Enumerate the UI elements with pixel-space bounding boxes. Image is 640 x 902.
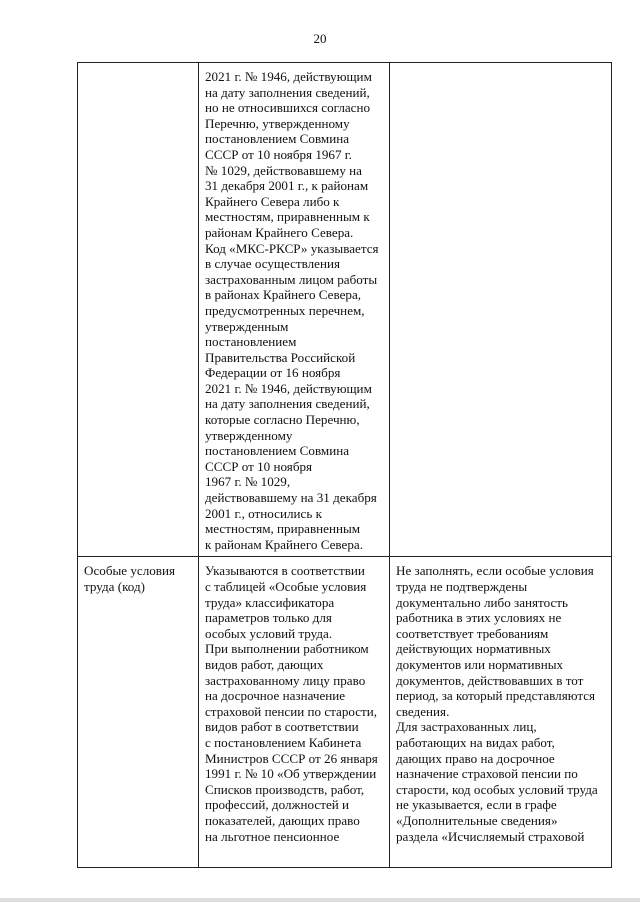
- text-line: Правительства Российской: [205, 349, 356, 365]
- text-line: местностям, приравненным к: [205, 209, 370, 225]
- text-line: постановлением: [205, 334, 297, 350]
- text-line: Крайнего Севера либо к: [205, 193, 340, 209]
- text-line: в случае осуществления: [205, 256, 341, 272]
- text-line: работающих на видах работ,: [396, 734, 555, 750]
- text-line: профессий, должностей и: [205, 797, 350, 813]
- text-line: «Дополнительные сведения»: [396, 812, 558, 828]
- text-line: Для застрахованных лиц,: [396, 719, 537, 735]
- text-line: работника в этих условиях не: [396, 610, 562, 626]
- text-line: труда» классификатора: [205, 594, 335, 610]
- text-line: утвержденному: [205, 427, 293, 443]
- notes-cell: [390, 557, 612, 868]
- text-line: труда не подтверждены: [396, 579, 528, 594]
- text-line: 31 декабря 2001 г., к районам: [205, 178, 369, 194]
- text-line: период, за который представляются: [396, 688, 596, 704]
- text-line: Не заполнять, если особые условия: [396, 563, 594, 579]
- table-row: [78, 63, 612, 557]
- text-line: Министров СССР от 26 января: [205, 750, 378, 766]
- text-line: Особые условия: [84, 563, 176, 579]
- text-line: труда (код): [84, 579, 145, 594]
- text-line: № 1029, действовавшему на: [205, 162, 362, 178]
- page-number: 20: [313, 31, 327, 46]
- text-line: в районах Крайнего Севера,: [205, 287, 362, 303]
- text-line: на досрочное назначение: [205, 688, 346, 704]
- text-line: старости, код особых условий труда: [396, 781, 598, 797]
- text-line: постановлением Совмина: [205, 443, 350, 459]
- text-line: особых условий труда.: [205, 625, 333, 641]
- text-line: видов работ, дающих: [205, 656, 324, 672]
- text-line: документов или нормативных: [396, 656, 564, 672]
- text-line: на дату заполнения сведений,: [205, 84, 370, 100]
- text-line: к районам Крайнего Севера.: [205, 536, 363, 552]
- text-line: видов работ в соответствии: [205, 719, 359, 735]
- text-line: документально либо занятость: [396, 594, 568, 610]
- text-line: показателей, дающих право: [205, 812, 360, 828]
- text-line: с таблицей «Особые условия: [205, 579, 367, 594]
- text-line: 2021 г. № 1946, действующим: [205, 380, 372, 396]
- text-line: действовавшему на 31 декабря: [205, 490, 377, 506]
- text-line: Указываются в соответствии: [205, 563, 365, 579]
- notes-cell: [390, 63, 612, 557]
- text-line: назначение страховой пенсии по: [396, 766, 578, 782]
- description-cell: [199, 557, 390, 868]
- text-line: Перечню, утвержденному: [205, 115, 350, 131]
- document-table: [77, 62, 612, 868]
- text-line: утвержденным: [205, 318, 289, 334]
- text-line: документов, действовавших в тот: [396, 672, 584, 688]
- text-line: на дату заполнения сведений,: [205, 396, 370, 412]
- text-line: на льготное пенсионное: [205, 828, 340, 844]
- text-line: раздела «Исчисляемый страховой: [396, 828, 585, 844]
- text-line: предусмотренных перечнем,: [205, 302, 365, 318]
- text-line: действующих нормативных: [396, 641, 551, 657]
- field-name-cell: [78, 557, 199, 868]
- text-line: параметров только для: [205, 610, 332, 626]
- text-line: сведения.: [396, 703, 450, 719]
- text-line: но не относившихся согласно: [205, 100, 371, 116]
- text-line: застрахованному лицу право: [205, 672, 366, 688]
- text-line: страховой пенсии по старости,: [205, 703, 378, 719]
- text-line: Код «МКС-РКСР» указывается: [205, 240, 379, 256]
- text-line: с постановлением Кабинета: [205, 734, 362, 750]
- text-line: местностям, приравненным: [205, 521, 361, 537]
- text-line: Списков производств, работ,: [205, 781, 365, 797]
- text-line: районам Крайнего Севера.: [205, 224, 354, 240]
- text-line: При выполнении работником: [205, 641, 369, 657]
- field-name-cell: [78, 63, 199, 557]
- text-line: которые согласно Перечню,: [205, 412, 360, 428]
- text-line: Федерации от 16 ноября: [205, 365, 341, 381]
- text-line: СССР от 10 ноября: [205, 458, 313, 474]
- table-row: [78, 557, 612, 868]
- text-line: 2001 г., относились к: [205, 505, 322, 521]
- text-line: дающих право на досрочное: [396, 750, 555, 766]
- text-line: 1967 г. № 1029,: [205, 474, 291, 490]
- description-cell: [199, 63, 390, 557]
- text-line: соответствует требованиям: [396, 625, 549, 641]
- text-line: СССР от 10 ноября 1967 г.: [205, 146, 352, 162]
- text-line: 2021 г. № 1946, действующим: [205, 69, 372, 84]
- text-line: постановлением Совмина: [205, 131, 350, 147]
- text-line: застрахованным лицом работы: [205, 271, 378, 287]
- text-line: не указывается, если в графе: [396, 797, 557, 813]
- text-line: 1991 г. № 10 «Об утверждении: [205, 766, 377, 782]
- scan-edge: [0, 898, 640, 902]
